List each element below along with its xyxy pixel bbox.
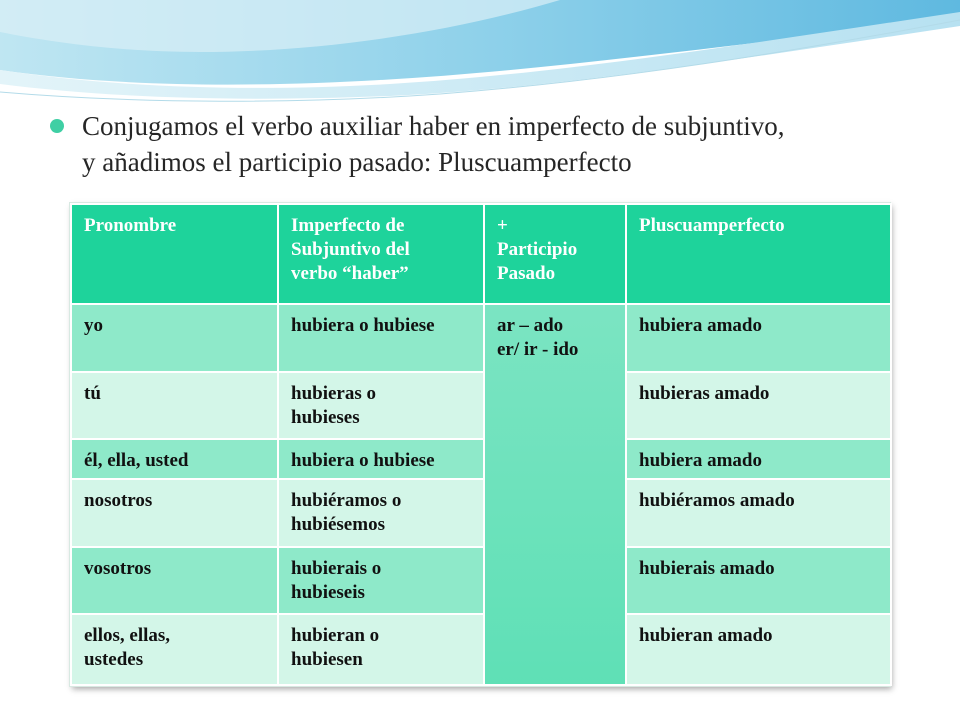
bullet-line-1: Conjugamos el verbo auxiliar haber en imperfecto de subjuntivo,: [82, 111, 785, 141]
cell-pronoun: tú: [71, 372, 278, 440]
table-row: [71, 614, 891, 685]
cell-pronoun: yo: [71, 304, 278, 372]
conjugation-table: [70, 203, 892, 686]
cell-result: hubiera amado: [626, 439, 891, 478]
cell-participle-endings: ar – ado er/ ir - ido: [484, 304, 626, 685]
cell-result: hubieran amado: [626, 614, 891, 685]
decorative-wave-header: [0, 0, 960, 110]
cell-result: hubiera amado: [626, 304, 891, 372]
header-pluscuamperfecto: Pluscuamperfecto: [626, 204, 891, 304]
cell-pronoun: vosotros: [71, 547, 278, 615]
table-row: [71, 439, 891, 478]
cell-result: hubierais amado: [626, 547, 891, 615]
cell-haber: hubieran o hubiesen: [278, 614, 484, 685]
table-row: [71, 547, 891, 615]
cell-result: hubiéramos amado: [626, 479, 891, 547]
header-imperfecto: Imperfecto de Subjuntivo del verbo “haber”: [278, 204, 484, 304]
header-participio: + Participio Pasado: [484, 204, 626, 304]
cell-pronoun: él, ella, usted: [71, 439, 278, 478]
cell-haber: hubiera o hubiese: [278, 439, 484, 478]
table-row: [71, 304, 891, 372]
cell-result: hubieras amado: [626, 372, 891, 440]
conjugation-table-container: [70, 203, 890, 686]
cell-haber: hubieras o hubieses: [278, 372, 484, 440]
cell-haber: hubierais o hubieseis: [278, 547, 484, 615]
header-pronombre: Pronombre: [71, 204, 278, 304]
bullet-dot-icon: [50, 119, 64, 133]
cell-pronoun: nosotros: [71, 479, 278, 547]
table-row: [71, 479, 891, 547]
table-row: [71, 372, 891, 440]
bullet-line-2: y añadimos el participio pasado: Pluscuamperfecto: [82, 147, 632, 177]
cell-haber: hubiera o hubiese: [278, 304, 484, 372]
table-header-row: [71, 204, 891, 304]
cell-haber: hubiéramos o hubiésemos: [278, 479, 484, 547]
cell-pronoun: ellos, ellas, ustedes: [71, 614, 278, 685]
bullet-text: [82, 108, 902, 180]
